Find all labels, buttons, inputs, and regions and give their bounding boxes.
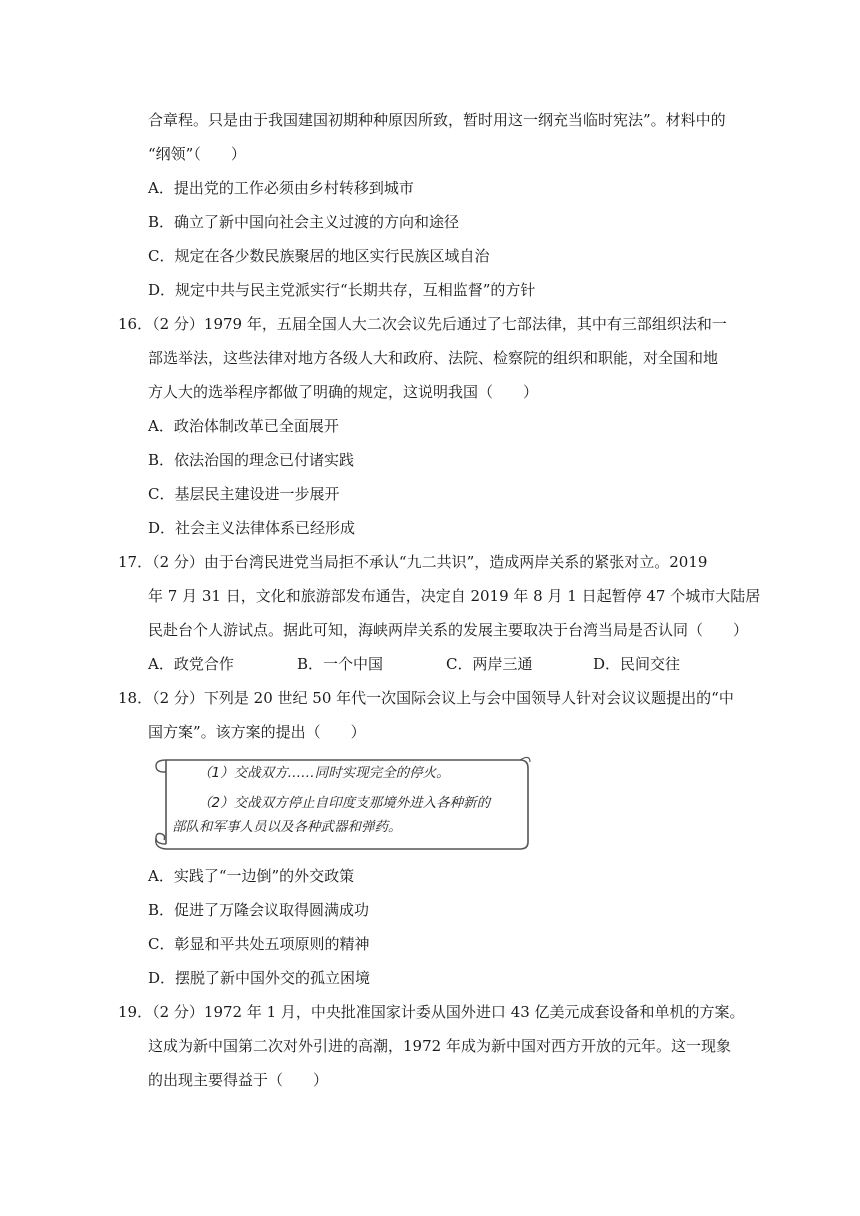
q18-option-c[interactable]: C．彰显和平共处五项原则的精神	[148, 935, 370, 953]
q19-stem-line-1: 19．（2 分）1972 年 1 月，中央批准国家计委从国外进口 43 亿美元成套设备和单机的方案。	[118, 1003, 745, 1021]
q17-option-b[interactable]: B．一个中国	[297, 655, 384, 673]
q18-option-b[interactable]: B．促进了万隆会议取得圆满成功	[148, 901, 370, 919]
q16-option-a[interactable]: A．政治体制改革已全面展开	[148, 417, 339, 435]
q18-material-scroll	[152, 752, 532, 852]
scroll-text-line-3: 部队和军事人员以及各种武器和弹药。	[172, 819, 402, 835]
q15-option-d[interactable]: D．规定中共与民主党派实行“长期共存，互相监督”的方针	[148, 281, 536, 299]
q15-option-c[interactable]: C．规定在各少数民族聚居的地区实行民族区域自治	[148, 247, 490, 265]
q16-stem-line-2: 部选举法，这些法律对地方各级人大和政府、法院、检察院的组织和职能，对全国和地	[148, 349, 719, 367]
q18-stem-line-2: 国方案”。该方案的提出（ ）	[148, 723, 366, 741]
q15-stem-line-1: 合章程。只是由于我国建国初期种种原因所致，暂时用这一纲充当临时宪法”。材料中的	[148, 111, 726, 129]
scroll-text-line-2: （2）交战双方停止自印度支那境外进入各种新的	[198, 795, 491, 811]
q18-stem-line-1: 18．（2 分）下列是 20 世纪 50 年代一次国际会议上与会中国领导人针对会议议题提出的“中	[118, 689, 734, 707]
q17-option-c[interactable]: C．两岸三通	[446, 655, 533, 673]
q18-option-a[interactable]: A．实践了“一边倒”的外交政策	[148, 867, 355, 885]
q16-option-d[interactable]: D．社会主义法律体系已经形成	[148, 519, 356, 537]
q16-option-b[interactable]: B．依法治国的理念已付诸实践	[148, 451, 355, 469]
q17-options-row	[148, 654, 728, 674]
q15-option-b[interactable]: B．确立了新中国向社会主义过渡的方向和途径	[148, 213, 460, 231]
q18-option-d[interactable]: D．摆脱了新中国外交的孤立困境	[148, 969, 371, 987]
q19-stem-line-2: 这成为新中国第二次对外引进的高潮，1972 年成为新中国对西方开放的元年。这一现象	[148, 1037, 731, 1055]
q15-option-a[interactable]: A．提出党的工作必须由乡村转移到城市	[148, 179, 414, 197]
q16-stem-line-1: 16．（2 分）1979 年，五届全国人大二次会议先后通过了七部法律，其中有三部组织法和一	[118, 315, 727, 333]
scroll-text-line-1: （1）交战双方……同时实现完全的停火。	[198, 765, 450, 781]
q17-stem-line-2: 年 7 月 31 日，文化和旅游部发布通告，决定自 2019 年 8 月 1 日起暂停 47 个城市大陆居	[148, 587, 761, 605]
q17-stem-line-1: 17．（2 分）由于台湾民进党当局拒不承认“九二共识”，造成两岸关系的紧张对立。2019	[118, 553, 708, 571]
q17-option-a[interactable]: A．政党合作	[148, 655, 234, 673]
q19-stem-line-3: 的出现主要得益于（ ）	[148, 1071, 329, 1089]
q16-option-c[interactable]: C．基层民主建设进一步展开	[148, 485, 340, 503]
q16-stem-line-3: 方人大的选举程序都做了明确的规定，这说明我国（ ）	[148, 383, 539, 401]
q17-stem-line-3: 民赴台个人游试点。据此可知，海峡两岸关系的发展主要取决于台湾当局是否认同（ ）	[148, 621, 749, 639]
q15-stem-line-2: “纲领”（ ）	[148, 145, 246, 163]
q17-option-d[interactable]: D．民间交往	[593, 655, 681, 673]
